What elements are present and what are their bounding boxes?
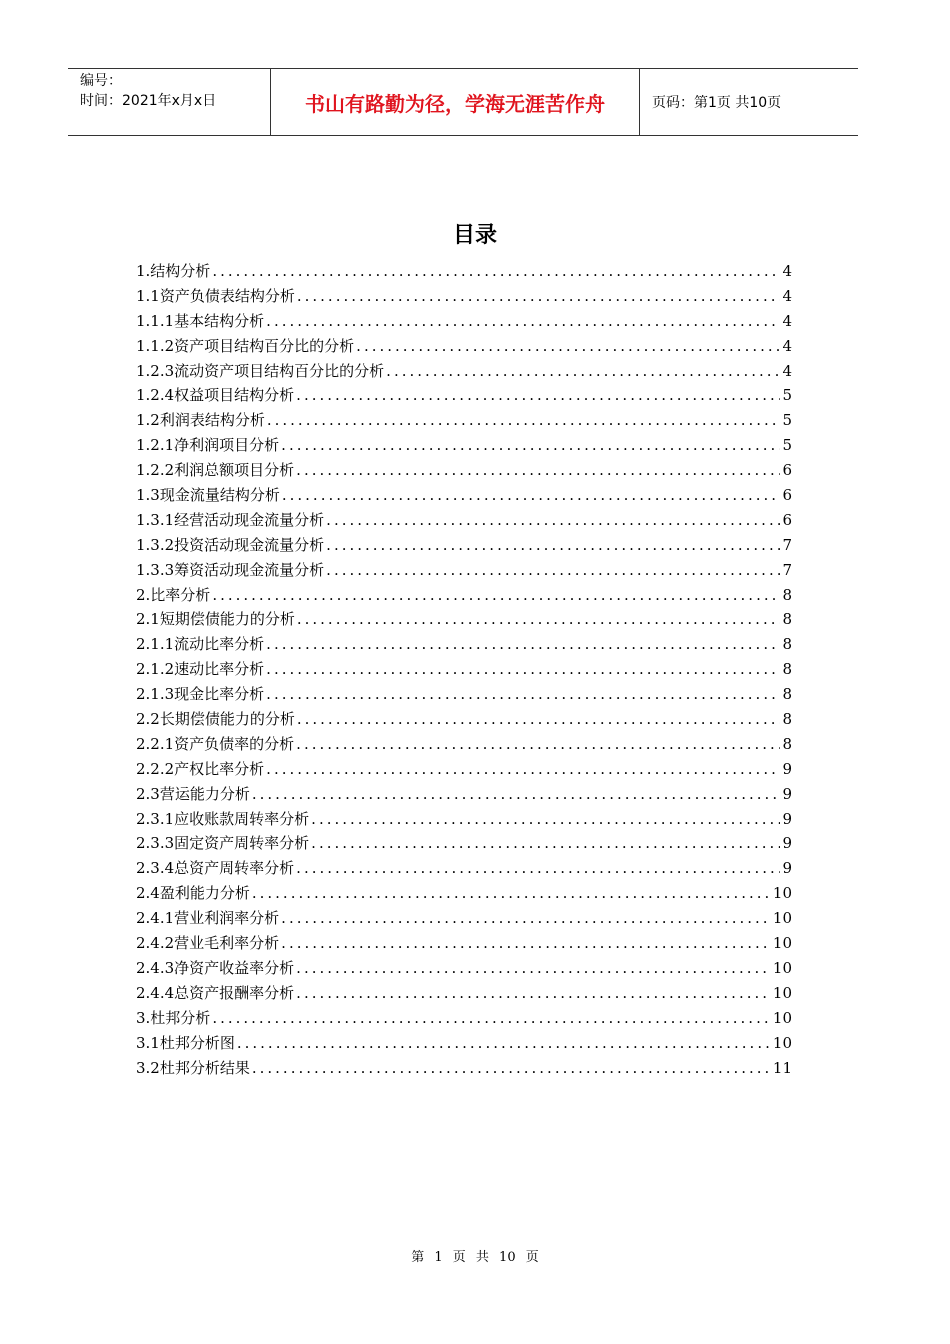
toc-entry-label: 2.3.3固定资产周转率分析 [136, 834, 310, 853]
toc-title: 目录 [452, 223, 497, 248]
toc-entry-label: 1.3.2投资活动现金流量分析 [136, 535, 325, 554]
header-motto: 书山有路勤为径，学海无涯苦作舟 [270, 69, 640, 135]
document-header [68, 68, 858, 136]
toc-entry-label: 2.3营运能力分析 [136, 784, 250, 803]
toc-leader-dots [212, 1009, 771, 1027]
page-footer: 第 1 页 共 10 页 [411, 1250, 539, 1265]
toc-leader-dots [326, 511, 780, 529]
toc-entry-page-number: 10 [772, 884, 792, 903]
toc-entry[interactable] [136, 957, 792, 982]
toc-entry-label: 1.3.3筹资活动现金流量分析 [136, 560, 325, 579]
toc-entry[interactable] [136, 509, 792, 534]
toc-entry-page-number: 8 [782, 635, 792, 654]
toc-entry[interactable] [136, 310, 792, 335]
toc-leader-dots [266, 635, 780, 653]
toc-entry-page-number: 11 [772, 1058, 792, 1077]
toc-entry-label: 1.2.4权益项目结构分析 [136, 386, 295, 405]
toc-entry-label: 2.4.3净资产收益率分析 [136, 958, 295, 977]
document-number-label: 编号： [80, 73, 122, 89]
toc-entry-label: 1.1资产负债表结构分析 [136, 286, 295, 305]
toc-entry[interactable] [136, 783, 792, 808]
toc-entry-page-number: 8 [782, 685, 792, 704]
toc-entry[interactable] [136, 658, 792, 683]
toc-entry-label: 2.4.1营业利润率分析 [136, 909, 280, 928]
toc-entry-page-number: 4 [782, 286, 792, 305]
toc-leader-dots [297, 610, 781, 628]
toc-entry-page-number: 6 [782, 510, 792, 529]
toc-entry[interactable] [136, 534, 792, 559]
toc-leader-dots [326, 561, 780, 579]
toc-entry-page-number: 8 [782, 610, 792, 629]
toc-entry[interactable] [136, 633, 792, 658]
toc-entry[interactable] [136, 857, 792, 882]
toc-entry-label: 1.1.1基本结构分析 [136, 311, 265, 330]
toc-entry-label: 2.1短期偿债能力的分析 [136, 610, 295, 629]
toc-entry-label: 1.2.3流动资产项目结构百分比的分析 [136, 361, 385, 380]
toc-entry[interactable] [136, 758, 792, 783]
toc-entry[interactable] [136, 932, 792, 957]
toc-entry-page-number: 10 [772, 934, 792, 953]
toc-leader-dots [296, 386, 780, 404]
toc-entry[interactable] [136, 559, 792, 584]
toc-entry-label: 1.1.2资产项目结构百分比的分析 [136, 336, 355, 355]
toc-entry[interactable] [136, 335, 792, 360]
toc-entry-label: 2.4盈利能力分析 [136, 884, 250, 903]
toc-leader-dots [212, 262, 780, 280]
toc-entry[interactable] [136, 434, 792, 459]
toc-entry-label: 1.2利润表结构分析 [136, 411, 265, 430]
toc-entry-label: 2.1.1流动比率分析 [136, 635, 265, 654]
toc-entry-label: 2.3.1应收账款周转率分析 [136, 809, 310, 828]
toc-entry[interactable] [136, 584, 792, 609]
toc-entry[interactable] [136, 683, 792, 708]
toc-entry[interactable] [136, 808, 792, 833]
toc-entry[interactable] [136, 384, 792, 409]
toc-entry-label: 3.杜邦分析 [136, 1008, 211, 1027]
toc-entry-label: 2.1.3现金比率分析 [136, 685, 265, 704]
toc-leader-dots [252, 884, 771, 902]
toc-entry[interactable] [136, 360, 792, 385]
toc-entry-page-number: 10 [772, 1008, 792, 1027]
toc-leader-dots [311, 834, 780, 852]
toc-entry-page-number: 9 [782, 809, 792, 828]
toc-leader-dots [297, 287, 781, 305]
toc-leader-dots [386, 362, 780, 380]
toc-entry-page-number: 7 [782, 560, 792, 579]
toc-entry-page-number: 9 [782, 784, 792, 803]
toc-entry-page-number: 4 [782, 311, 792, 330]
toc-entry[interactable] [136, 409, 792, 434]
toc-entry[interactable] [136, 459, 792, 484]
toc-entry-label: 1.2.1净利润项目分析 [136, 436, 280, 455]
toc-leader-dots [296, 984, 771, 1002]
toc-entry[interactable] [136, 733, 792, 758]
toc-entry-label: 1.结构分析 [136, 262, 211, 280]
toc-entry[interactable] [136, 608, 792, 633]
toc-entry-page-number: 6 [782, 461, 792, 480]
toc-leader-dots [296, 859, 780, 877]
toc-entry[interactable] [136, 1007, 792, 1032]
toc-entry-label: 2.3.4总资产周转率分析 [136, 859, 295, 878]
toc-leader-dots [311, 810, 780, 828]
toc-entry-page-number: 10 [772, 958, 792, 977]
toc-leader-dots [326, 536, 780, 554]
toc-entry-page-number: 8 [782, 710, 792, 729]
toc-entry[interactable] [136, 907, 792, 932]
toc-entry-page-number: 8 [782, 585, 792, 604]
toc-entry-page-number: 5 [782, 436, 792, 455]
toc-entry-page-number: 5 [782, 411, 792, 430]
toc-leader-dots [266, 312, 780, 330]
toc-leader-dots [281, 934, 771, 952]
toc-entry-page-number: 10 [772, 1033, 792, 1052]
toc-entry-page-number: 7 [782, 535, 792, 554]
toc-entry-page-number: 6 [782, 486, 792, 505]
toc-leader-dots [296, 959, 771, 977]
toc-entry-label: 1.2.2利润总额项目分析 [136, 461, 295, 480]
toc-entry-label: 3.2杜邦分析结果 [136, 1058, 250, 1077]
header-meta [68, 69, 270, 135]
toc-leader-dots [266, 660, 780, 678]
toc-leader-dots [267, 411, 781, 429]
toc-entry-page-number: 9 [782, 759, 792, 778]
toc-leader-dots [212, 586, 780, 604]
toc-entry-label: 3.1杜邦分析图 [136, 1033, 235, 1052]
toc-entry[interactable] [136, 260, 792, 285]
toc-leader-dots [281, 436, 780, 454]
toc-entry-page-number: 9 [782, 834, 792, 853]
toc-entry-page-number: 4 [782, 336, 792, 355]
toc-entry-label: 1.3现金流量结构分析 [136, 486, 280, 505]
toc-entry-page-number: 10 [772, 983, 792, 1002]
toc-entry[interactable] [136, 708, 792, 733]
toc-entry-page-number: 4 [782, 262, 792, 280]
toc-entry[interactable] [136, 285, 792, 310]
toc-entry[interactable] [136, 484, 792, 509]
toc-leader-dots [252, 785, 781, 803]
toc-entry[interactable] [136, 1057, 792, 1082]
header-page-info: 页码：第1页 共10页 [652, 95, 782, 111]
table-of-contents [136, 260, 792, 1081]
toc-entry[interactable] [136, 832, 792, 857]
toc-leader-dots [356, 337, 780, 355]
toc-entry-page-number: 9 [782, 859, 792, 878]
toc-entry-page-number: 5 [782, 386, 792, 405]
toc-leader-dots [237, 1034, 771, 1052]
toc-entry-label: 2.2.2产权比率分析 [136, 759, 265, 778]
toc-leader-dots [266, 760, 780, 778]
toc-leader-dots [252, 1059, 771, 1077]
toc-entry[interactable] [136, 982, 792, 1007]
toc-entry-label: 2.比率分析 [136, 585, 211, 604]
toc-entry-label: 2.2.1资产负债率的分析 [136, 734, 295, 753]
toc-entry[interactable] [136, 882, 792, 907]
toc-entry-label: 2.2长期偿债能力的分析 [136, 710, 295, 729]
toc-entry[interactable] [136, 1032, 792, 1057]
toc-leader-dots [282, 486, 781, 504]
toc-entry-label: 2.4.4总资产报酬率分析 [136, 983, 295, 1002]
toc-entry-page-number: 8 [782, 660, 792, 679]
toc-entry-label: 2.4.2营业毛利率分析 [136, 934, 280, 953]
toc-entry-label: 1.3.1经营活动现金流量分析 [136, 510, 325, 529]
toc-leader-dots [266, 685, 780, 703]
document-time-label: 时间：2021年x月x日 [80, 93, 217, 109]
toc-leader-dots [296, 461, 780, 479]
toc-leader-dots [281, 909, 771, 927]
toc-entry-page-number: 4 [782, 361, 792, 380]
toc-entry-page-number: 8 [782, 734, 792, 753]
toc-leader-dots [296, 735, 780, 753]
toc-entry-page-number: 10 [772, 909, 792, 928]
toc-entry-label: 2.1.2速动比率分析 [136, 660, 265, 679]
toc-leader-dots [297, 710, 781, 728]
